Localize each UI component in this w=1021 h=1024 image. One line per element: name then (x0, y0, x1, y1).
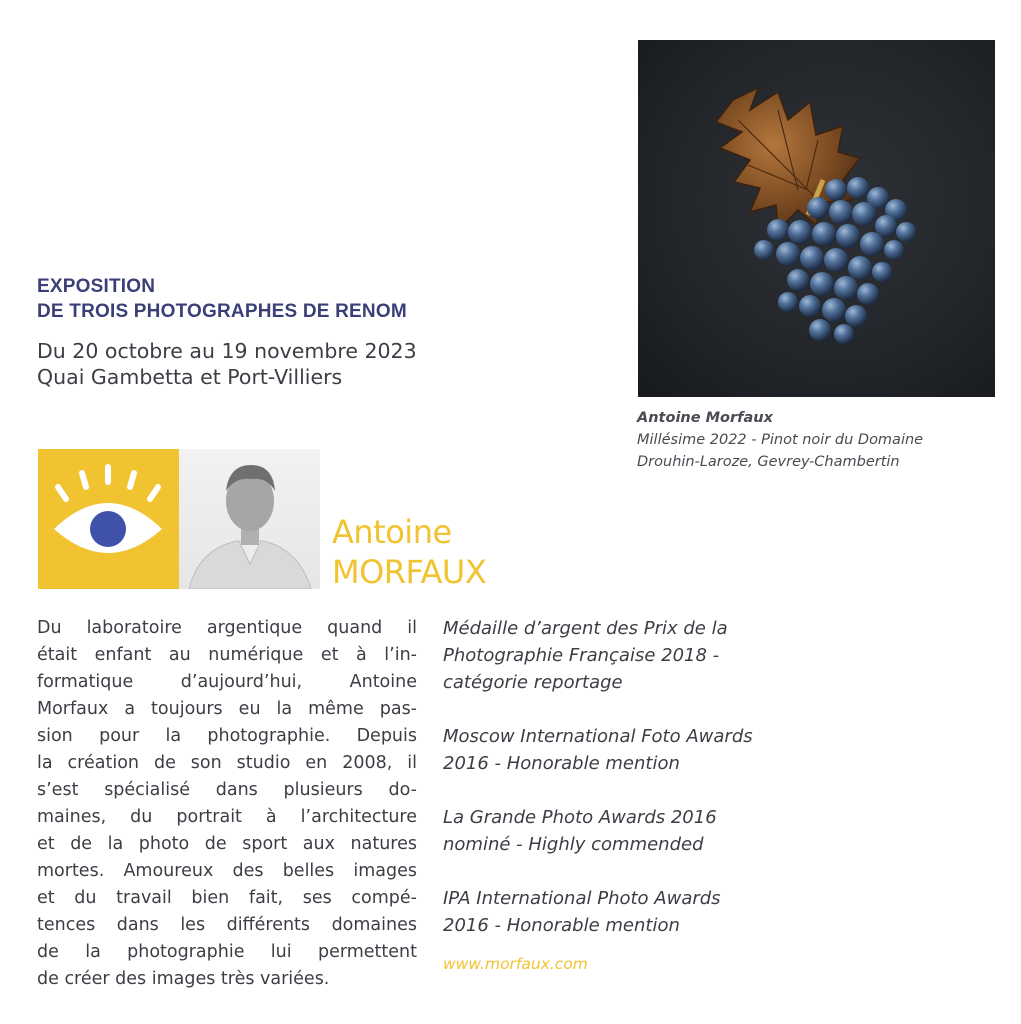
bio-line: de créer des images très variées. (37, 969, 330, 989)
photographer-last-name: MORFAUX (332, 553, 487, 591)
eye-icon (38, 449, 179, 589)
grapes-illustration (638, 40, 995, 397)
exhibition-dates: Du 20 octobre au 19 novembre 2023 (37, 339, 417, 363)
exhibition-heading (37, 274, 507, 324)
bio-line: tences dans les différents domaines (37, 915, 417, 935)
bio-line: Du laboratoire argentique quand il (37, 618, 417, 638)
photo-caption (637, 407, 1017, 473)
portrait-illustration (179, 449, 320, 589)
bio-line: maines, du portrait à l’architecture (37, 807, 417, 827)
photographer-first-name: Antoine (332, 513, 452, 551)
photographer-bio (37, 615, 417, 993)
bio-line: la création de son studio en 2008, il (37, 753, 417, 773)
award-item (443, 723, 843, 777)
bio-line: mortes. Amoureux des belles images (37, 861, 417, 881)
caption-author: Antoine Morfaux (637, 410, 773, 426)
award-line: catégorie reportage (443, 672, 623, 693)
award-line: 2016 - Honorable mention (443, 915, 680, 936)
bio-line: sion pour la photographie. Depuis (37, 726, 417, 746)
award-line: Photographie Française 2018 - (443, 645, 720, 666)
exhibition-heading-line-1: EXPOSITION (37, 276, 156, 297)
bio-line: de la photographie lui permettent (37, 942, 417, 962)
award-item (443, 615, 843, 696)
exhibition-heading-line-2: DE TROIS PHOTOGRAPHES DE RENOM (37, 301, 407, 322)
bio-line: s’est spécialisé dans plusieurs do- (37, 780, 417, 800)
award-line: Médaille d’argent des Prix de la (443, 618, 728, 639)
bio-line: Morfaux a toujours eu la même pas- (37, 699, 417, 719)
award-line: Moscow International Foto Awards (443, 726, 753, 747)
bio-line: était enfant au numérique et à l’in- (37, 645, 417, 665)
awards-list (443, 615, 843, 966)
exhibition-location: Quai Gambetta et Port-Villiers (37, 365, 343, 389)
bio-line: formatique d’aujourd’hui, Antoine (37, 672, 417, 692)
bio-line: et de la photo de sport aux natures (37, 834, 417, 854)
award-line: La Grande Photo Awards 2016 (443, 807, 717, 828)
featured-photo-grapes (638, 40, 995, 397)
website-link[interactable]: www.morfaux.com (443, 955, 588, 973)
bio-line: et du travail bien fait, ses compé- (37, 888, 417, 908)
caption-title-line-2: Drouhin-Laroze, Gevrey-Chambertin (637, 454, 900, 470)
caption-title-line-1: Millésime 2022 - Pinot noir du Domaine (637, 432, 924, 448)
eye-logo (38, 449, 179, 589)
award-line: nominé - Highly commended (443, 834, 704, 855)
award-line: 2016 - Honorable mention (443, 753, 680, 774)
award-item (443, 804, 843, 858)
exhibition-details (37, 338, 517, 390)
photographer-portrait (179, 449, 320, 589)
photographer-name (332, 512, 486, 592)
award-line: IPA International Photo Awards (443, 888, 721, 909)
award-item (443, 885, 843, 939)
